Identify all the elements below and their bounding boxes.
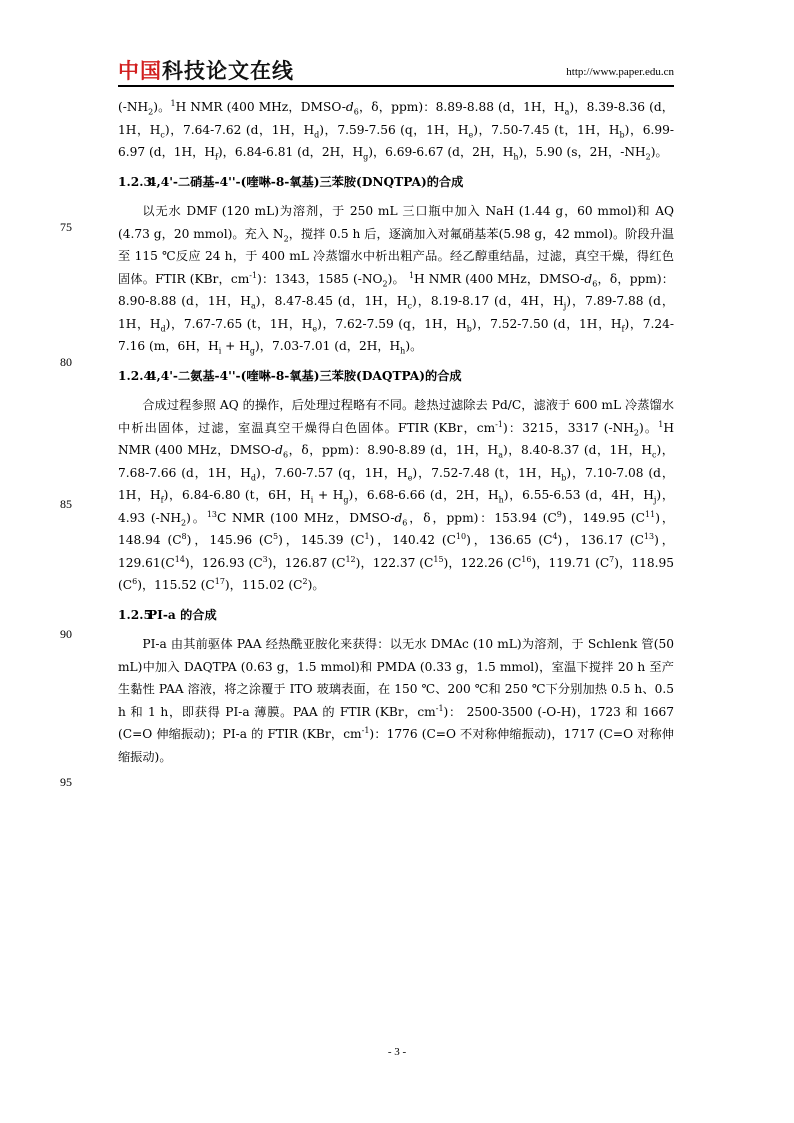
section-heading-1-2-5	[118, 597, 674, 634]
line-number-85: 85	[60, 497, 72, 511]
logo-dark-text: 科技论文在线	[162, 59, 294, 83]
line-number-90: 90	[60, 627, 72, 641]
section-number: 1.2.4	[118, 368, 152, 383]
paragraph-daqtpa: 合成过程参照 AQ 的操作，后处理过程略有不同。趁热过滤除去 Pd/C，滤液于 600 mL 冷蒸馏水中析出固体，过滤，室温真空干燥得白色固体。FTIR (KBr，$cm^{-1}$)：3215，3317 $(-NH_2)$。$^1$H NMR (400 MHz，DMSO-$d_6$，δ，ppm)：8.90-8.89 (d，1H，$H_a$)，8.40-8.37 (d，1H，$H_c$)，7.68-7.66 (d，1H，$H_d$)，7.60-7.57 (q，1H，$H_e$)，7.52-7.48 (t，1H，$H_b$)，7.10-7.08 (d，1H，$H_f$)，6.84-6.80 (t，6H，$H_i + H_g$)，6.68-6.66 (d，2H，$H_h$)，6.55-6.53 (d，4H，$H_j$)，4.93 $(-NH_2)$。$^{13}$C NMR (100 MHz，DMSO-$d_6$，δ，ppm)：153.94 $(C^9)$，149.95 $(C^{11})$，148.94 $(C^8)$，145.96 $(C^5)$，145.39 $(C^1)$，140.42 $(C^{10})$，136.65 $(C^4)$，136.17 $(C^{13})$，$129.61(C^{14})$，126.93 $(C^3)$，126.87 $(C^{12})$，122.37 $(C^{15})$，122.26 $(C^{16})$，119.71 $(C^7)$，118.95 $(C^6)$，115.52 $(C^{17})$，115.02 $(C^2)$。	[118, 398, 675, 592]
line-number-95: 95	[60, 775, 72, 789]
logo-red-text: 中国	[118, 59, 162, 83]
page-number: - 3 -	[387, 1046, 407, 1058]
paragraph-nmr-continued: $(-NH_2)$。$^1$H NMR (400 MHz，DMSO-$d_6$，δ，ppm)：8.89-8.88 (d，1H，$H_a$)，8.39-8.36 (d，1H，$H_c$)，7.64-7.62 (d，1H，$H_d$)，7.59-7.56 (q，1H，$H_e$)，7.50-7.45 (t，1H，$H_b$)，6.99-6.97 (d，1H，$H_f$)，6.84-6.81 (d，2H，$H_g$)，6.69-6.67 (d，2H，$H_h$)，5.90 (s，2H，$-NH_2$)。	[118, 98, 675, 162]
section-number: 1.2.5	[118, 607, 152, 622]
section-title: 4,4'-二氨基-4''-(喹啉-8-氧基)三苯胺(DAQTPA)的合成	[148, 368, 462, 383]
section-heading-1-2-3	[118, 164, 674, 201]
line-number-75: 75	[60, 220, 72, 234]
site-logo	[118, 58, 294, 84]
paragraph-pi-a: PI-a 由其前驱体 PAA 经热酰亚胺化来获得：以无水 DMAc (10 mL)为溶剂，于 Schlenk 管(50 mL)中加入 DAQTPA (0.63 g，1.5 mmol)和 PMDA (0.33 g，1.5 mmol)，室温下搅拌 20 h 至产生黏性 PAA 溶液，将之涂覆于 ITO 玻璃表面，在 150 ℃、200 ℃和 250 ℃下分别加热 0.5 h、0.5 h 和 1 h，即获得 PI-a 薄膜。PAA 的 FTIR (KBr，$cm^{-1}$)： 2500-3500 (-O-H)，1723 和 1667 (C=O 伸缩振动)；PI-a 的 FTIR (KBr，$cm^{-1}$)：1776 (C=O 不对称伸缩振动)，1717 (C=O 对称伸缩振动)。	[118, 637, 674, 764]
paragraph-dnqtpa: 以无水 DMF (120 mL)为溶剂，于 250 mL 三口瓶中加入 NaH (1.44 g，60 mmol)和 AQ (4.73 g，20 mmol)。充入 $N_2$，搅拌 0.5 h 后，逐滴加入对氟硝基苯(5.98 g，42 mmol)。阶段升温至 115 ℃反应 24 h，于 400 mL 冷蒸馏水中析出粗产品。经乙醇重结晶，过滤，真空干燥，得红色固体。FTIR (KBr，$cm^{-1}$)：1343，1585 $(-NO_2)$。 $^1$H NMR (400 MHz，DMSO-$d_6$，δ，ppm)：8.90-8.88 (d，1H，$H_a$)，8.47-8.45 (d，1H，$H_c$)，8.19-8.17 (d，4H，$H_j$)，7.89-7.88 (d，1H，$H_d$)，7.67-7.65 (t，1H，$H_e$)，7.62-7.59 (q，1H，$H_b$)，7.52-7.50 (d，1H，$H_f$)，7.24-7.16 (m，6H，$H_i + H_g$)，7.03-7.01 (d，2H，$H_h$)。	[118, 204, 675, 356]
section-title: PI-a 的合成	[148, 607, 217, 622]
page-header	[118, 58, 674, 84]
section-heading-1-2-4	[118, 358, 674, 395]
header-rule	[118, 85, 674, 87]
section-number: 1.2.3	[118, 174, 152, 189]
section-title: 4,4'-二硝基-4''-(喹啉-8-氧基)三苯胺(DNQTPA)的合成	[148, 174, 464, 189]
main-content	[118, 96, 674, 768]
header-url[interactable]: http://www.paper.edu.cn	[566, 66, 674, 78]
line-number-80: 80	[60, 355, 72, 369]
